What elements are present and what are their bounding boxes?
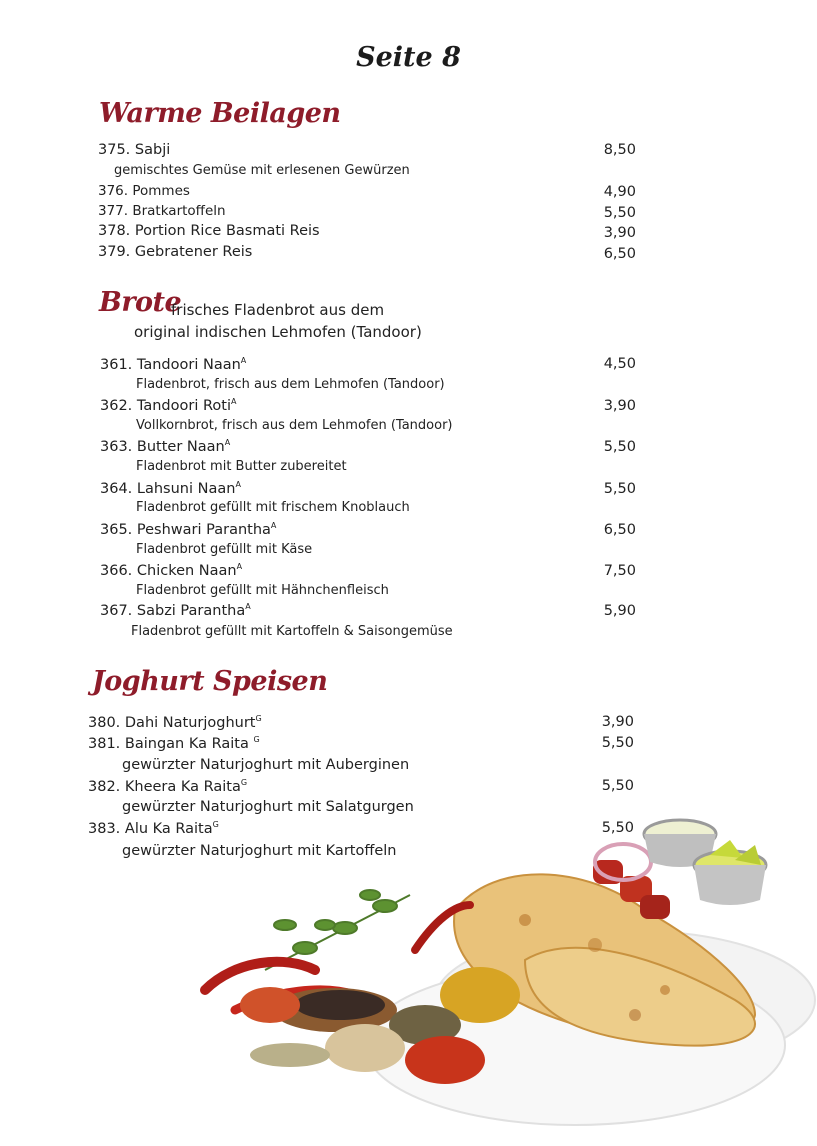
menu-item-376: 376. Pommes xyxy=(98,183,190,199)
menu-item-377: 377. Bratkartoffeln xyxy=(98,203,226,219)
brote-subtitle-2: original indischen Lehmofen (Tandoor) xyxy=(134,323,422,341)
desc-365: Fladenbrot gefüllt mit Käse xyxy=(136,542,313,557)
price-362: 3,90 xyxy=(603,398,636,414)
section-title-warme-beilagen: Warme Beilagen xyxy=(99,98,341,129)
price-375: 8,50 xyxy=(603,142,636,158)
price-378: 3,90 xyxy=(603,225,636,241)
menu-item-367: 367. Sabzi Parantha$^A$ xyxy=(100,602,251,619)
price-365: 6,50 xyxy=(603,522,636,538)
section-title-joghurt: Joghurt Speisen xyxy=(92,666,328,697)
desc-381: gewürzter Naturjoghurt mit Auberginen xyxy=(122,757,410,773)
price-380: 3,90 xyxy=(601,714,634,730)
desc-366: Fladenbrot gefüllt mit Hähnchenfleisch xyxy=(136,583,389,598)
section-title-brote: Brote xyxy=(99,287,182,318)
chili-powder-pile xyxy=(405,1036,485,1084)
menu-item-364: 364. Lahsuni Naan$^A$ xyxy=(100,480,241,497)
desc-363: Fladenbrot mit Butter zubereitet xyxy=(136,459,347,474)
desc-382: gewürzter Naturjoghurt mit Salatgurgen xyxy=(122,799,414,815)
menu-item-365: 365. Peshwari Parantha$^A$ xyxy=(100,521,277,538)
price-363: 5,50 xyxy=(603,439,636,455)
desc-364: Fladenbrot gefüllt mit frischem Knoblauch xyxy=(136,500,410,515)
price-367: 5,90 xyxy=(603,603,636,619)
menu-item-378: 378. Portion Rice Basmati Reis xyxy=(98,223,320,239)
bay-leaves xyxy=(250,1043,330,1067)
menu-item-381: 381. Baingan Ka Raita $^G$ xyxy=(88,735,260,752)
price-381: 5,50 xyxy=(601,735,634,751)
desc-362: Vollkornbrot, frisch aus dem Lehmofen (Tandoor) xyxy=(136,418,453,433)
food-platter-illustration xyxy=(195,800,817,1146)
menu-item-375: 375. Sabji xyxy=(98,142,171,158)
menu-item-383: 383. Alu Ka Raita$^G$ xyxy=(88,820,219,837)
menu-item-382: 382. Kheera Ka Raita$^G$ xyxy=(88,778,248,795)
price-383: 5,50 xyxy=(601,820,634,836)
price-361: 4,50 xyxy=(603,356,636,372)
menu-item-380: 380. Dahi Naturjoghurt$^G$ xyxy=(88,714,262,731)
price-377: 5,50 xyxy=(603,205,636,221)
coriander-pile xyxy=(325,1024,405,1072)
desc-361: Fladenbrot, frisch aus dem Lehmofen (Tandoor) xyxy=(136,377,445,392)
menu-item-366: 366. Chicken Naan$^A$ xyxy=(100,562,243,579)
menu-item-362: 362. Tandoori Roti$^A$ xyxy=(100,397,237,414)
chili-flakes-pile xyxy=(240,987,300,1023)
price-366: 7,50 xyxy=(603,563,636,579)
price-382: 5,50 xyxy=(601,778,634,794)
price-364: 5,50 xyxy=(603,481,636,497)
desc-375: gemischtes Gemüse mit erlesenen Gewürzen xyxy=(114,163,410,178)
price-376: 4,90 xyxy=(603,184,636,200)
menu-item-379: 379. Gebratener Reis xyxy=(98,244,253,260)
desc-367: Fladenbrot gefüllt mit Kartoffeln & Saisongemüse xyxy=(131,624,453,639)
menu-item-361: 361. Tandoori Naan$^A$ xyxy=(100,356,247,373)
menu-item-363: 363. Butter Naan$^A$ xyxy=(100,438,231,455)
price-379: 6,50 xyxy=(603,246,636,262)
desc-383: gewürzter Naturjoghurt mit Kartoffeln xyxy=(122,843,397,859)
brote-subtitle-1: frisches Fladenbrot aus dem xyxy=(171,301,385,319)
page-title: Seite 8 xyxy=(356,42,461,73)
